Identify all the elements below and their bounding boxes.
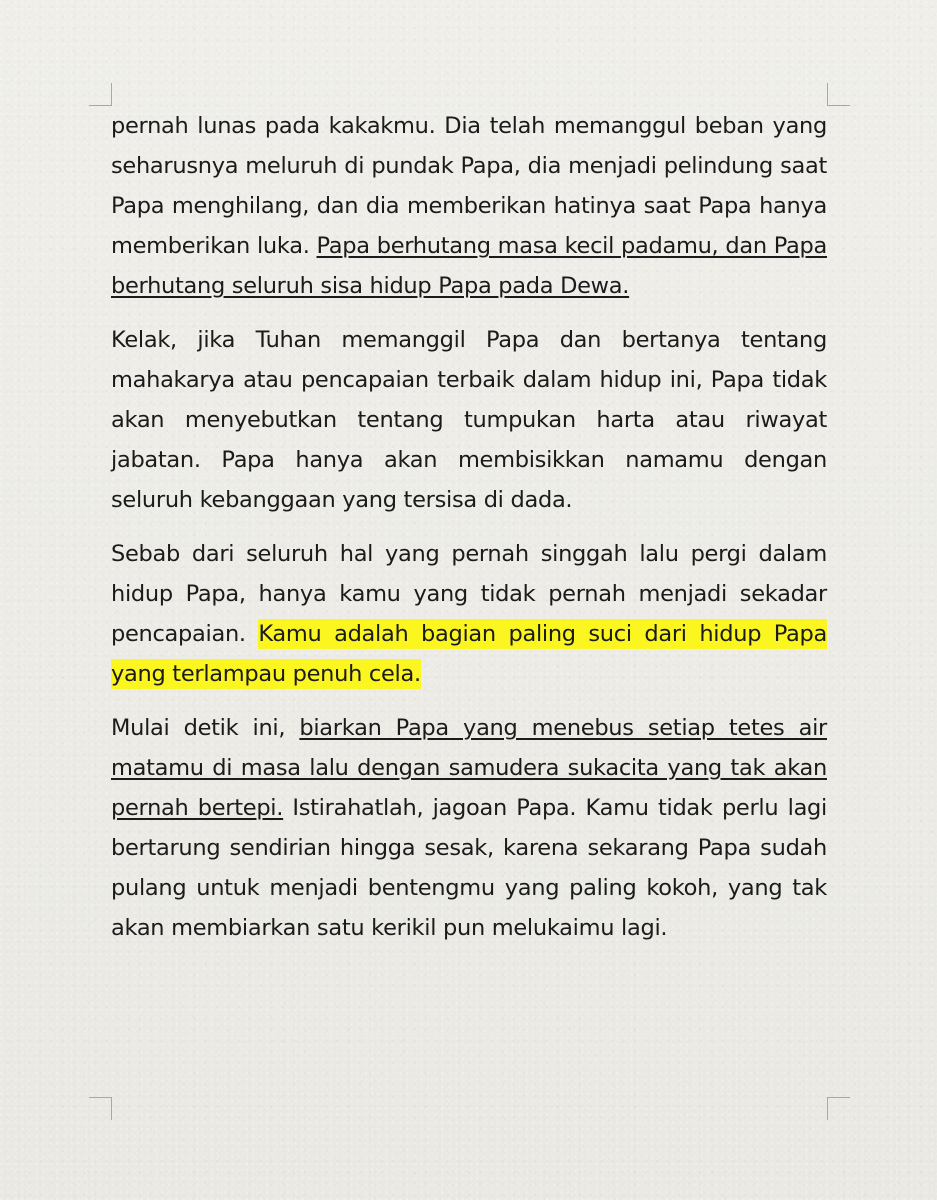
paragraph-4-text-start: Mulai detik ini,	[111, 715, 300, 741]
paragraph-4	[111, 708, 827, 948]
underlined-text: biarkan Papa yang menebus setiap tetes air matamu di masa lalu dengan samudera sukacita yang tak akan pernah bertepi.	[111, 715, 827, 821]
paragraph-3	[111, 534, 827, 694]
margin-corner-bottom-right	[827, 1097, 850, 1120]
document-body[interactable]	[111, 106, 827, 962]
paragraph-1-text: pernah lunas pada kakakmu. Dia telah memanggul beban yang seharusnya meluruh di pundak Papa, dia menjadi pelindung saat Papa menghilang, dan dia memberikan hatinya saat Papa hanya memberikan luka.	[111, 113, 827, 259]
underlined-text: Papa berhutang masa kecil padamu, dan Papa berhutang seluruh sisa hidup Papa pada Dewa.	[111, 233, 828, 299]
paragraph-2-text: Kelak, jika Tuhan memanggil Papa dan bertanya tentang mahakarya atau pencapaian terbaik dalam hidup ini, Papa tidak akan menyebutkan tentang tumpukan harta atau riwayat jabatan. Papa hanya akan membisikkan namamu dengan seluruh kebanggaan yang tersisa di dada.	[111, 327, 827, 513]
paragraph-4-text-end: Istirahatlah, jagoan Papa. Kamu tidak perlu lagi bertarung sendirian hingga sesak, karena sekarang Papa sudah pulang untuk menjadi bentengmu yang paling kokoh, yang tak akan membiarkan satu kerikil pun melukaimu lagi.	[111, 795, 827, 941]
paragraph-3-text: Sebab dari seluruh hal yang pernah singgah lalu pergi dalam hidup Papa, hanya kamu yang tidak pernah menjadi sekadar pencapaian.	[111, 541, 827, 647]
margin-corner-bottom-left	[89, 1097, 112, 1120]
margin-corner-top-right	[827, 83, 850, 106]
paragraph-2	[111, 320, 827, 520]
paragraph-1	[111, 106, 827, 306]
highlighted-text: Kamu adalah bagian paling suci dari hidup Papa yang terlampau penuh cela.	[111, 621, 827, 687]
margin-corner-top-left	[89, 83, 112, 106]
